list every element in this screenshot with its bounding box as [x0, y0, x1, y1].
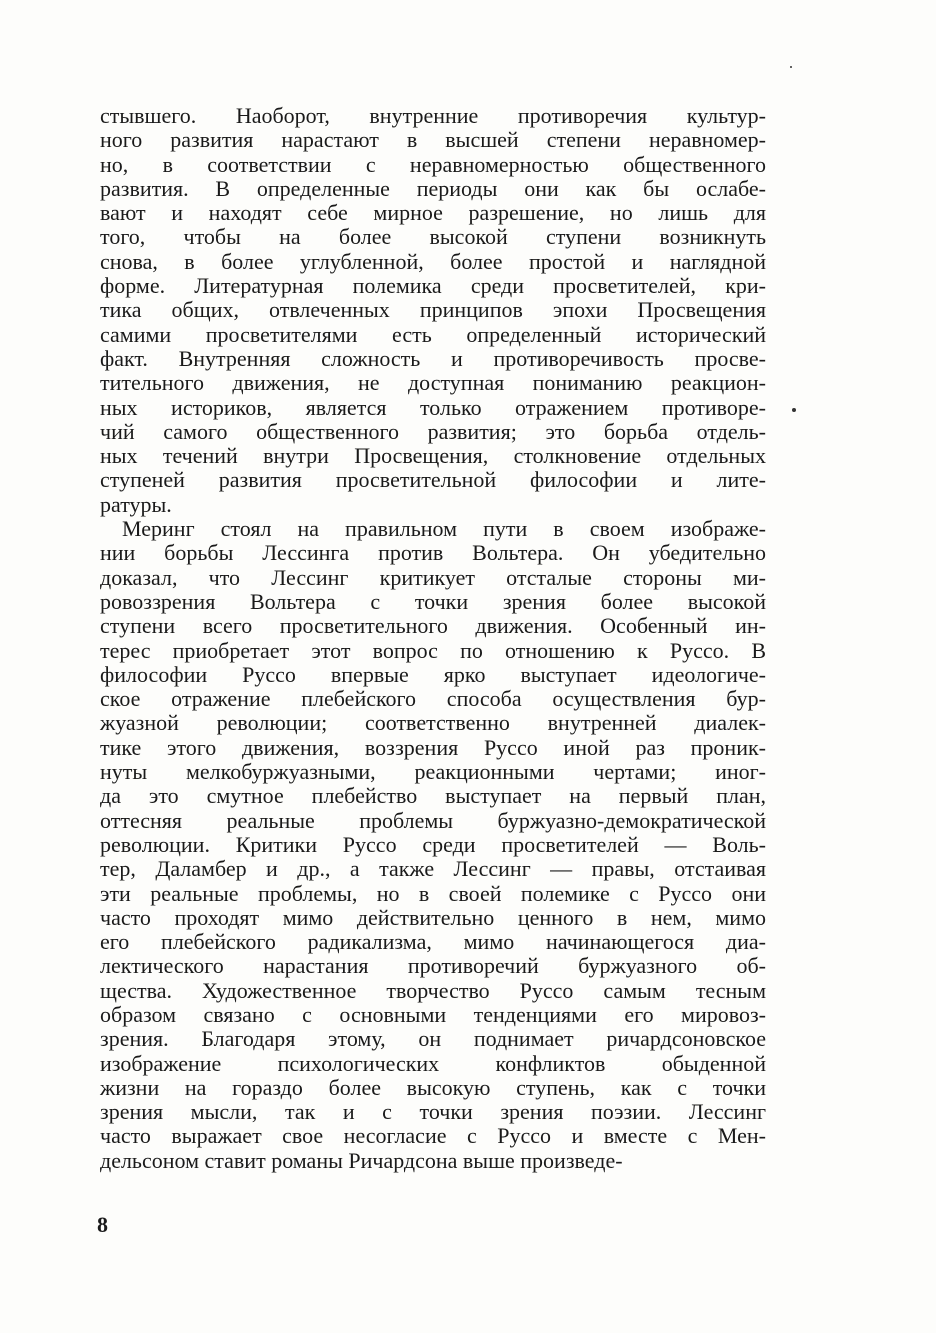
print-speck [792, 408, 796, 412]
text-line: его плебейского радикализма, мимо начинающегося диа- [100, 929, 766, 955]
page-number: 8 [97, 1212, 108, 1237]
text-line: философии Руссо впервые ярко выступает идеологиче- [100, 661, 766, 687]
text-line: жуазной революции; соответственно внутренней диалек- [100, 710, 766, 736]
text-line: ных течений внутри Просвещения, столкновение отдельных [100, 443, 766, 469]
text-line: ступени всего просветительного движения. Особенный ин- [100, 613, 766, 639]
text-line: оттесняя реальные проблемы буржуазно-демократической [100, 807, 766, 833]
text-line: терес приобретает этот вопрос по отношению к Руссо. В [100, 637, 766, 663]
text-line: форме. Литературная полемика среди просветителей, кри- [100, 273, 766, 299]
text-line: зрения. Благодаря этому, он поднимает ричардсоновское [100, 1026, 766, 1052]
text-line: жизни на гораздо более высокую ступень, как с точки [100, 1074, 766, 1100]
text-line: образом связано с основными тенденциями его мировоз- [100, 1001, 766, 1027]
text-line: дельсоном ставит романы Ричардсона выше произведе- [100, 1147, 623, 1173]
text-line: ступеней развития просветительной философии и лите- [100, 467, 766, 493]
text-line: зрения мысли, так и с точки зрения поэзии. Лессинг [100, 1099, 766, 1125]
text-line: стывшего. Наоборот, внутренние противоречия культур- [100, 103, 766, 128]
text-line: щества. Художественное творчество Руссо самым тесным [100, 977, 766, 1003]
text-line: тительного движения, не доступная пониманию реакцион- [100, 370, 766, 396]
text-line: развития. В определенные периоды они как бы ослабе- [100, 175, 766, 201]
body-text [100, 104, 766, 1173]
text-line: революции. Критики Руссо среди просветителей — Воль- [100, 831, 766, 857]
text-line: нуты мелкобуржуазными, реакционными чертами; иног- [100, 759, 766, 785]
text-line: чий самого общественного развития; это борьба отдель- [100, 418, 766, 444]
text-line: доказал, что Лессинг критикует отсталые стороны ми- [100, 564, 766, 590]
text-line: того, чтобы на более высокой ступени возникнуть [100, 224, 766, 250]
text-line: ровоззрения Вольтера с точки зрения более высокой [100, 588, 766, 614]
text-line: факт. Внутренняя сложность и противоречивость просве- [100, 345, 766, 371]
text-line: изображение психологических конфликтов обыденной [100, 1050, 766, 1076]
text-line: часто выражает свое несогласие с Руссо и вместе с Мен- [100, 1123, 766, 1149]
text-line: нии борьбы Лессинга против Вольтера. Он убедительно [100, 540, 766, 566]
print-speck [790, 66, 792, 68]
text-line: самими просветителями есть определенный исторический [100, 321, 766, 347]
text-line: ных историков, является только отражением противоре- [100, 394, 766, 420]
text-line: ское отражение плебейского способа осуществления бур- [100, 686, 766, 712]
text-line: снова, в более углубленной, более простой и наглядной [100, 248, 766, 274]
text-line: ного развития нарастают в высшей степени неравномер- [100, 127, 766, 153]
text-line: но, в соответствии с неравномерностью общественного [100, 151, 766, 177]
text-line: вают и находят себе мирное разрешение, но лишь для [100, 200, 766, 226]
text-line: тер, Даламбер и др., а также Лессинг — правы, отстаивая [100, 856, 766, 882]
text-line: да это смутное плебейство выступает на первый план, [100, 783, 766, 809]
text-line: ратуры. [100, 491, 172, 517]
text-line: эти реальные проблемы, но в своей полемике с Руссо они [100, 880, 766, 906]
text-line: часто проходят мимо действительно ценного в нем, мимо [100, 904, 766, 930]
text-line: тике этого движения, воззрения Руссо иной раз проник- [100, 734, 766, 760]
text-line: тика общих, отвлеченных принципов эпохи Просвещения [100, 297, 766, 323]
text-line: Меринг стоял на правильном пути в своем изображе- [122, 516, 766, 542]
text-line: лектического нарастания противоречий буржуазного об- [100, 953, 766, 979]
